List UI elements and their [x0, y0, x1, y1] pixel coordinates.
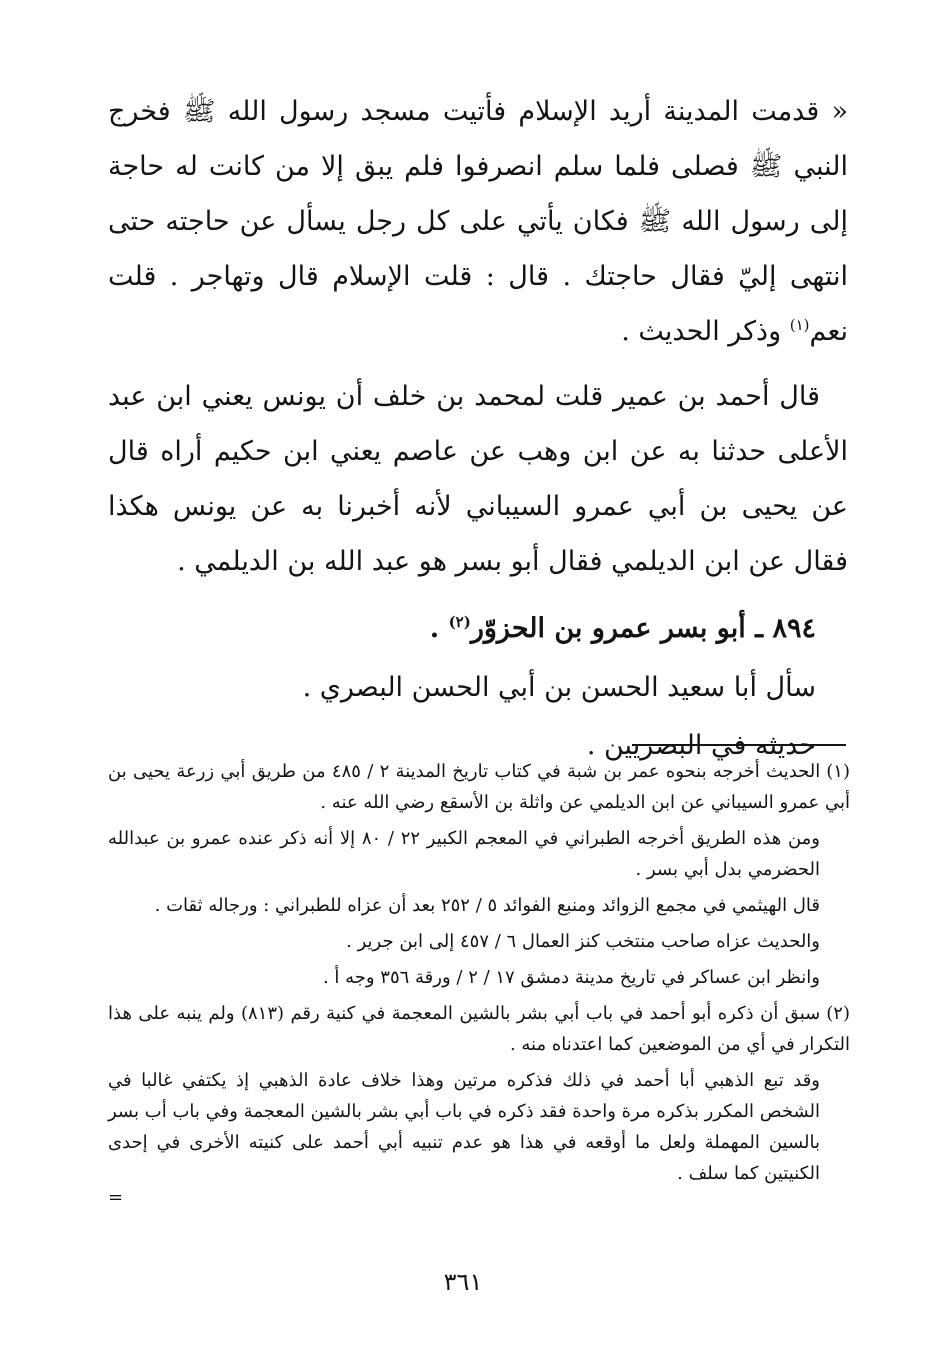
entry-heading-end: .	[429, 613, 449, 644]
paragraph-hadith-text: « قدمت المدينة أريد الإسلام فأتيت مسجد رسول الله ﷺ فخرج النبي ﷺ فصلى فلما سلم انصرفوا فلم يبق إلا من كانت له حاجة إلى رسول الله ﷺ فكان يأتي على كل رجل يسأل عن حاجته حتى انتهى إليّ فقال حاجتك . قال : قلت الإسلام قال وتهاجر . قلت نعم	[108, 96, 848, 347]
paragraph-hadith-end: وذكر الحديث .	[621, 316, 790, 347]
paragraph-hadith	[108, 84, 848, 359]
footnote-2-paragraph-2: وقد تبع الذهبي أبا أحمد في ذلك فذكره مرتين وهذا خلاف عادة الذهبي إذ يكتفي غالبا في الشخص المكرر بذكره مرة واحدة فقد ذكره في باب أبي بشر بالشين المعجمة وفي باب أب بسر بالسين المهملة ولعل ما أوقعه في هذا هو عدم تنبيه أبي أحمد على كنيته الأخرى في إحدى الكنيتين كما سلف .	[108, 1070, 820, 1184]
entry-heading	[108, 599, 848, 659]
footnote-1-paragraph-5: وانظر ابن عساكر في تاريخ مدينة دمشق ١٧ / ٢ / ورقة ٣٥٦ وجه أ .	[322, 967, 820, 988]
entry-heading-text: ٨٩٤ ـ أبو بسر عمرو بن الحزوّر	[470, 613, 816, 644]
footnote-1-paragraph-3: قال الهيثمي في مجمع الزوائد ومنبع الفوائد ٥ / ٢٥٢ بعد أن عزاه للطبراني : ورجاله ثقات .	[154, 895, 820, 916]
footnotes	[108, 756, 850, 1208]
paragraph-isnad: قال أحمد بن عمير قلت لمحمد بن خلف أن يونس يعني ابن عبد الأعلى حدثنا به عن ابن وهب عن عاصم يعني ابن حكيم أراه قال عن يحيى بن أبي عمرو السيباني لأنه أخبرنا به عن يونس هكذا فقال عن ابن الديلمي فقال أبو بسر هو عبد الله بن الديلمي .	[108, 381, 848, 577]
footnote-2	[108, 998, 850, 1060]
footnote-1-number: (١)	[826, 761, 850, 782]
footnote-divider	[632, 744, 846, 746]
page-number: ٣٦١	[443, 1268, 483, 1296]
footnote-1	[108, 756, 850, 818]
entry-line-1: سأل أبا سعيد الحسن بن أبي الحسن البصري .	[302, 672, 816, 703]
footnote-1-paragraph-2: ومن هذه الطريق أخرجه الطبراني في المعجم الكبير ٢٢ / ٨٠ إلا أنه ذكر عنده عمرو بن عبدالله الحضرمي بدل أبي بسر .	[108, 828, 820, 880]
continuation-mark: =	[108, 1187, 124, 1208]
footnote-1-text: الحديث أخرجه بنحوه عمر بن شبة في كتاب تاريخ المدينة ٢ / ٤٨٥ من طريق أبي زرعة يحيى بن أبي عمرو السيباني عن ابن الديلمي عن واثلة بن الأسقع رضي الله عنه .	[108, 761, 850, 813]
footnote-ref-1[interactable]: (١)	[789, 316, 810, 334]
footnote-1-paragraph-4: والحديث عزاه صاحب منتخب كنز العمال ٦ / ٤٥٧ إلى ابن جرير .	[346, 931, 820, 952]
footnote-2-number: (٢)	[826, 1003, 850, 1024]
footnote-ref-2[interactable]: (٢)	[448, 613, 471, 631]
entry-line-2: حديثه في البصريين .	[586, 730, 816, 761]
footnote-2-text: سبق أن ذكره أبو أحمد في باب أبي بشر بالشين المعجمة في كنية رقم (٨١٣) ولم ينبه على هذا التكرار في أي من الموضعين كما اعتدناه منه .	[108, 1003, 850, 1055]
main-text	[108, 84, 848, 775]
